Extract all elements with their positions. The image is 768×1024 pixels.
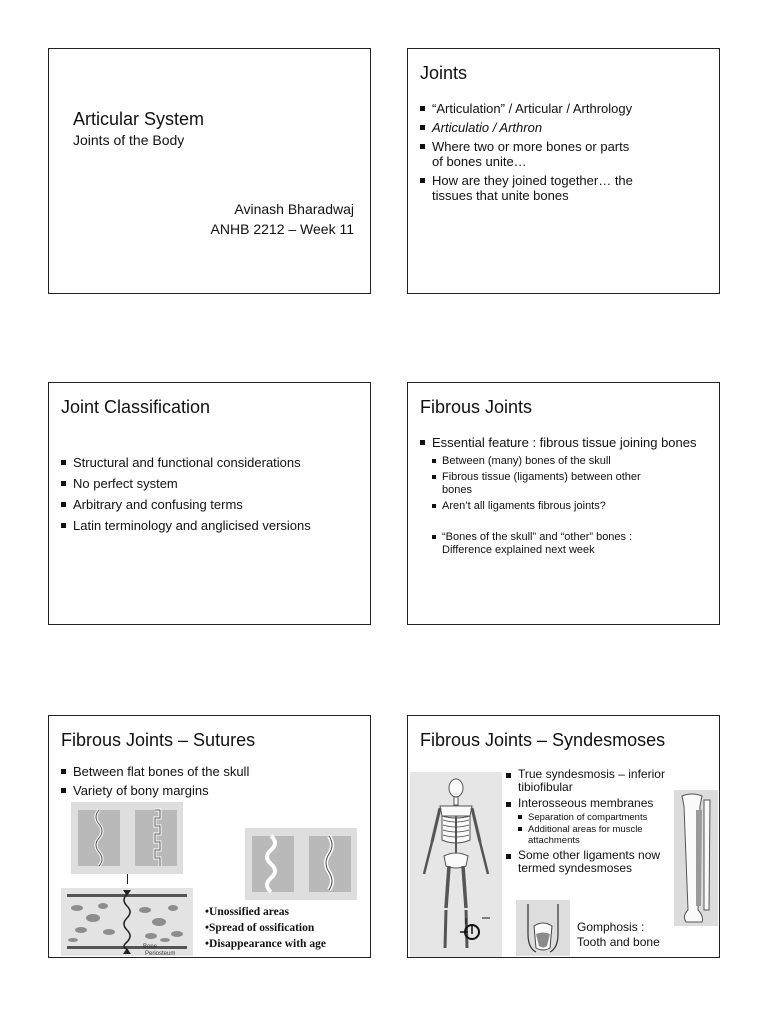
- bullet-item: True syndesmosis – inferior tibiofibular: [506, 768, 681, 794]
- slide-heading: Fibrous Joints – Syndesmoses: [420, 730, 666, 750]
- sub-bullet-list: [518, 812, 681, 846]
- bullet-list: [420, 435, 710, 561]
- author-block: [211, 199, 354, 239]
- bullet-item: Articulatio / Arthron: [420, 120, 705, 135]
- bullet-item: Some other ligaments now termed syndesmoses: [506, 849, 678, 875]
- note-line: •Unossified areas: [205, 906, 289, 918]
- periosteum-label: Periosteum: [145, 951, 176, 956]
- sub-bullet-item: Fibrous tissue (ligaments) between other bones: [432, 471, 672, 497]
- tooth-illustration: [516, 900, 570, 956]
- bullet-text: Interosseous membranes: [518, 796, 654, 810]
- bone-label: Bone: [143, 944, 158, 950]
- bullet-item: No perfect system: [61, 476, 361, 491]
- gomphosis-line: Tooth and bone: [577, 935, 660, 949]
- sub-bullet-item: Separation of compartments: [518, 812, 681, 823]
- slide-title: [48, 48, 371, 294]
- serrate-suture-illustration: [245, 828, 357, 900]
- slide-main-title: Articular System: [73, 109, 205, 129]
- bullet-item: Between flat bones of the skull: [61, 764, 351, 779]
- sub-bullet-item: Additional areas for muscle attachments: [518, 824, 658, 846]
- suture-cross-section: [61, 888, 193, 956]
- bullet-list: [61, 455, 361, 537]
- bullet-item: [506, 797, 681, 846]
- bullet-item: “Articulation” / Articular / Arthrology: [420, 101, 705, 116]
- slide-heading: Fibrous Joints: [420, 397, 533, 417]
- note-line: •Spread of ossification: [205, 922, 315, 934]
- skeleton-illustration: [410, 772, 502, 958]
- author-name: Avinash Bharadwaj: [234, 201, 354, 217]
- bullet-item: Latin terminology and anglicised versions: [61, 518, 361, 533]
- bullet-list: [61, 764, 351, 802]
- slide-syndesmoses: [407, 715, 720, 958]
- slide-subtitle: Joints of the Body: [73, 132, 185, 148]
- suture-notes: [205, 904, 326, 952]
- connector-line: [127, 874, 128, 884]
- bullet-item: Structural and functional considerations: [61, 455, 361, 470]
- sub-bullet-item: “Bones of the skull” and “other” bones : Difference explained next week: [432, 531, 672, 557]
- note-line: •Disappearance with age: [205, 938, 326, 950]
- bullet-item: [420, 435, 710, 557]
- slide-joint-classification: [48, 382, 371, 625]
- bullet-list: [506, 768, 681, 879]
- sub-bullet-list: [432, 455, 710, 557]
- slide-heading: Joint Classification: [61, 397, 211, 417]
- sub-bullet-item: Between (many) bones of the skull: [432, 455, 710, 468]
- bullet-list: [420, 101, 705, 207]
- slide-heading: Joints: [420, 63, 468, 83]
- suture-margins-illustration: [71, 802, 183, 874]
- slide-joints: [407, 48, 720, 294]
- bullet-item: Arbitrary and confusing terms: [61, 497, 361, 512]
- slide-sutures: [48, 715, 371, 958]
- bullet-item: Where two or more bones or parts of bones unite…: [420, 139, 632, 169]
- sub-bullet-item: Aren’t all ligaments fibrous joints?: [432, 500, 710, 513]
- gomphosis-caption: [577, 920, 660, 950]
- slide-heading: Fibrous Joints – Sutures: [61, 730, 256, 750]
- bullet-item: Variety of bony margins: [61, 783, 351, 798]
- course-code: ANHB 2212 – Week 11: [210, 221, 354, 237]
- bullet-text: Essential feature : fibrous tissue joining bones: [432, 435, 697, 450]
- gomphosis-line: Gomphosis :: [577, 920, 645, 934]
- tibia-fibula-illustration: [674, 790, 718, 926]
- bullet-item: How are they joined together… the tissues that unite bones: [420, 173, 672, 203]
- slide-fibrous-joints: [407, 382, 720, 625]
